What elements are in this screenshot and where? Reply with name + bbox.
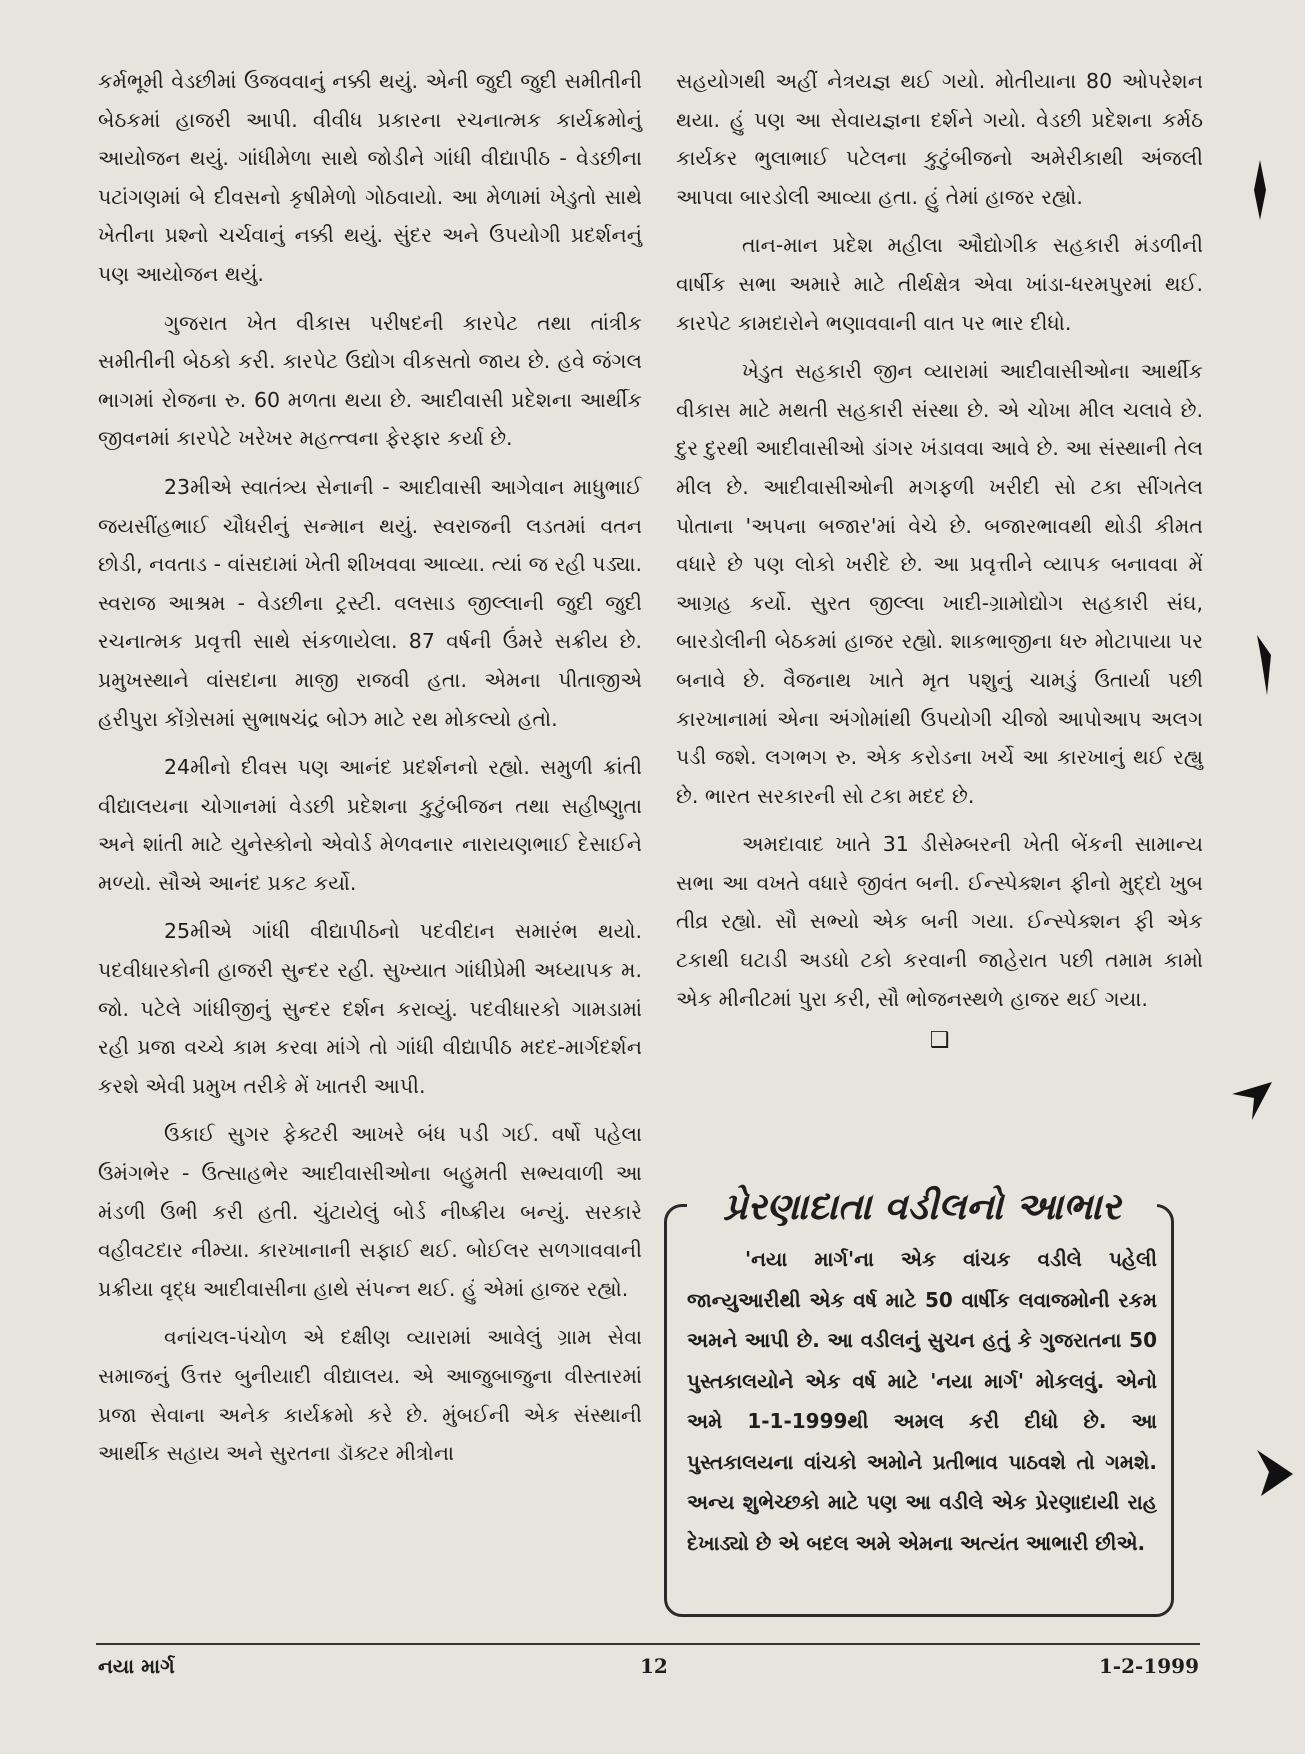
page-number: 12	[640, 1654, 668, 1678]
binding-hole-mark	[1255, 1450, 1295, 1496]
footer-publication-name: નયા માર્ગ	[98, 1654, 175, 1678]
paragraph: ગુજરાત ખેત વીકાસ પરીષદની કારપેટ તથા તાંત્રીક સમીતીની બેઠકો કરી. કારપેટ ઉદ્યોગ વીકસતો જાય છે. હવે જંગલ ભાગમાં રોજના રુ. 60 મળતા થયા છે. આદીવાસી પ્રદેશના આર્થીક જીવનમાં કારપેટે ખરેખર મહત્ત્વના ફેરફાર કર્યા છે.	[98, 310, 642, 451]
paragraph: કર્મભૂમી વેડછીમાં ઉજવવાનું નક્કી થયું. એની જુદી જુદી સમીતીની બેઠકમાં હાજરી આપી. વીવીધ પ્રકારના રચનાત્મક કાર્યક્રમોનું આયોજન થયું. ગાંધીમેળા સાથે જોડીને ગાંધી વીદ્યાપીઠ - વેડછીના પટાંગણમાં બે દીવસનો કૃષીમેળો ગોઠવાયો. આ મેળામાં ખેડુતો સાથે ખેતીના પ્રશ્નો ચર્ચવાનું નક્કી થયું. સુંદર અને ઉપયોગી પ્રદર્શનનું પણ આયોજન થયું.	[98, 69, 642, 286]
footer-divider	[96, 1643, 1200, 1645]
end-of-article-mark: ❑	[929, 1028, 950, 1054]
paragraph: ખેડુત સહકારી જીન વ્યારામાં આદીવાસીઓના આર્થીક વીકાસ માટે મથતી સહકારી સંસ્થા છે. એ ચોખા મીલ ચલાવે છે. દુર દુરથી આદીવાસીઓ ડાંગર ખંડાવવા આવે છે. આ સંસ્થાની તેલ મીલ છે. આદીવાસીઓની મગફળી ખરીદી સો ટકા સીંગતેલ પોતાના 'અપના બજાર'માં વેચે છે. બજારભાવથી થોડી કીમત વધારે છે પણ લોકો ખરીદે છે. આ પ્રવૃત્તીને વ્યાપક બનાવવા મેં આગ્રહ કર્યો. સુરત જીલ્લા ખાદી-ગ્રામોદ્યોગ સહકારી સંઘ, બારડોલીની બેઠકમાં હાજર રહ્યો. શાકભાજીના ધરુ મોટાપાયા પર બનાવે છે. વૈજનાથ ખાતે મૃત પશુનું ચામડું ઉતાર્યા પછી કારખાનામાં એના અંગોમાંથી ઉપયોગી ચીજો આપોઆપ અલગ પડી જશે. લગભગ રુ. એક કરોડના ખર્ચે આ કારખાનું થઈ રહ્યુ છે. ભારત સરકારની સો ટકા મદદ છે.	[676, 359, 1203, 808]
paragraph: 23મીએ સ્વાતંત્ર્ય સેનાની - આદીવાસી આગેવાન માધુભાઈ જયસીંહભાઈ ચૌધરીનું સન્માન થયું. સ્વરાજની લડતમાં વતન છોડી, નવતાડ - વાંસદામાં ખેતી શીખવવા આવ્યા. ત્યાં જ રહી પડ્યા. સ્વરાજ આશ્રમ - વેડછીના ટ્રસ્ટી. વલસાડ જીલ્લાની જુદી જુદી રચનાત્મક પ્રવૃત્તી સાથે સંકળાયેલા. 87 વર્ષની ઉંમરે સક્રીય છે. પ્રમુખસ્થાને વાંસદાના માજી રાજવી હતા. એમના પીતાજીએ હરીપુરા કોંગ્રેસમાં સુભાષચંદ્ર બોઝ માટે રથ મોકલ્યો હતો.	[98, 474, 642, 731]
footer-date: 1-2-1999	[1098, 1654, 1199, 1678]
paragraph: સહયોગથી અહીં નેત્રયજ્ઞ થઈ ગયો. મોતીયાના 80 ઓપરેશન થયા. હું પણ આ સેવાયજ્ઞના દર્શને ગયો. વેડછી પ્રદેશના કર્મઠ કાર્યકર ભુલાભાઈ પટેલના કુટુંબીજનો અમેરીકાથી અંજલી આપવા બારડોલી આવ્યા હતા. હું તેમાં હાજર રહ્યો.	[676, 69, 1203, 209]
binding-hole-mark	[1232, 1080, 1272, 1120]
box-title: પ્રેરણાદાતા વડીલનો આભાર	[687, 1181, 1157, 1231]
paragraph: અમદાવાદ ખાતે 31 ડીસેમ્બરની ખેતી બેંકની સામાન્ય સભા આ વખતે વધારે જીવંત બની. ઈન્સ્પેક્શન ફીનો મુદ્દો ખુબ તીવ્ર રહ્યો. સૌ સભ્યો એક બની ગયા. ઈન્સ્પેક્શન ફી એક ટકાથી ઘટાડી અડધો ટકો કરવાની જાહેરાત પછી તમામ કામો એક મીનીટમાં પુરા કરી, સૌ ભોજનસ્થળે હાજર થઈ ગયા.	[676, 832, 1203, 1011]
paragraph: 25મીએ ગાંધી વીદ્યાપીઠનો પદવીદાન સમારંભ થયો. પદવીધારકોની હાજરી સુન્દર રહી. સુખ્યાત ગાંધીપ્રેમી અધ્યાપક મ. જો. પટેલે ગાંધીજીનું સુન્દર દર્શન કરાવ્યું. પદવીધારકો ગામડામાં રહી પ્રજા વચ્ચે કામ કરવા માંગે તો ગાંધી વીદ્યાપીઠ મદદ-માર્ગદર્શન કરશે એવી પ્રમુખ તરીકે મેં ખાતરી આપી.	[98, 919, 642, 1098]
paragraph: તાન-માન પ્રદેશ મહીલા ઔદ્યોગીક સહકારી મંડળીની વાર્ષીક સભા અમારે માટે તીર્થક્ષેત્ર એવા ખાંડા-ધરમપુરમાં થઈ. કારપેટ કામદારોને ભણાવવાની વાત પર ભાર દીધો.	[676, 233, 1203, 335]
paragraph: ઉકાઈ સુગર ફેક્ટરી આખરે બંધ પડી ગઈ. વર્ષો પહેલા ઉમંગભેર - ઉત્સાહભેર આદીવાસીઓના બહુમતી સભ્યવાળી આ મંડળી ઉભી કરી હતી. ચુંટાયેલું બોર્ડ નીષ્ક્રીય બન્યું. સરકારે વહીવટદાર નીમ્યા. કારખાનાની સફાઈ થઈ. બોઈલર સળગાવવાની પ્રક્રીયા વૃદ્ધ આદીવાસીના હાથે સંપન્ન થઈ. હું એમાં હાજર રહ્યો.	[98, 1122, 642, 1301]
paragraph: વનાંચલ-પંચોળ એ દક્ષીણ વ્યારામાં આવેલું ગ્રામ સેવા સમાજનું ઉત્તર બુનીયાદી વીદ્યાલય. એ આજુબાજુના વીસ્તારમાં પ્રજા સેવાના અનેક કાર્યક્રમો કરે છે. મુંબઈની એક સંસ્થાની આર્થીક સહાય અને સુરતના ડૉક્ટર મીત્રોના	[98, 1325, 642, 1466]
binding-hole-mark	[1255, 635, 1273, 695]
right-column	[676, 62, 1203, 1054]
binding-hole-mark	[1250, 160, 1270, 220]
left-column	[98, 62, 642, 1483]
box-body: 'નયા માર્ગ'ના એક વાંચક વડીલે પહેલી જાન્યુઆરીથી એક વર્ષ માટે 50 વાર્ષીક લવાજમોની રકમ અમને આપી છે. આ વડીલનું સુચન હતું કે ગુજરાતના 50 પુસ્તકાલયોને એક વર્ષ માટે 'નયા માર્ગ' મોકલવું. એનો અમે 1-1-1999થી અમલ કરી દીધો છે. આ પુસ્તકાલયના વાંચકો અમોને પ્રતીભાવ પાઠવશે તો ગમશે. અન્ય શુભેચ્છકો માટે પણ આ વડીલે એક પ્રેરણાદાયી રાહ દેખાડ્યો છે એ બદલ અમે એમના અત્યંત આભારી છીએ.	[687, 1247, 1157, 1555]
paragraph: 24મીનો દીવસ પણ આનંદ પ્રદર્શનનો રહ્યો. સમુળી ક્રાંતી વીદ્યાલયના ચોગાનમાં વેડછી પ્રદેશના કુટુંબીજન તથા સહીષ્ણુતા અને શાંતી માટે યુનેસ્કોનો એવોર્ડ મેળવનાર નારાયણભાઈ દેસાઈને મળ્યો. સૌએ આનંદ પ્રકટ કર્યો.	[98, 755, 642, 895]
acknowledgement-box	[664, 1184, 1174, 1617]
